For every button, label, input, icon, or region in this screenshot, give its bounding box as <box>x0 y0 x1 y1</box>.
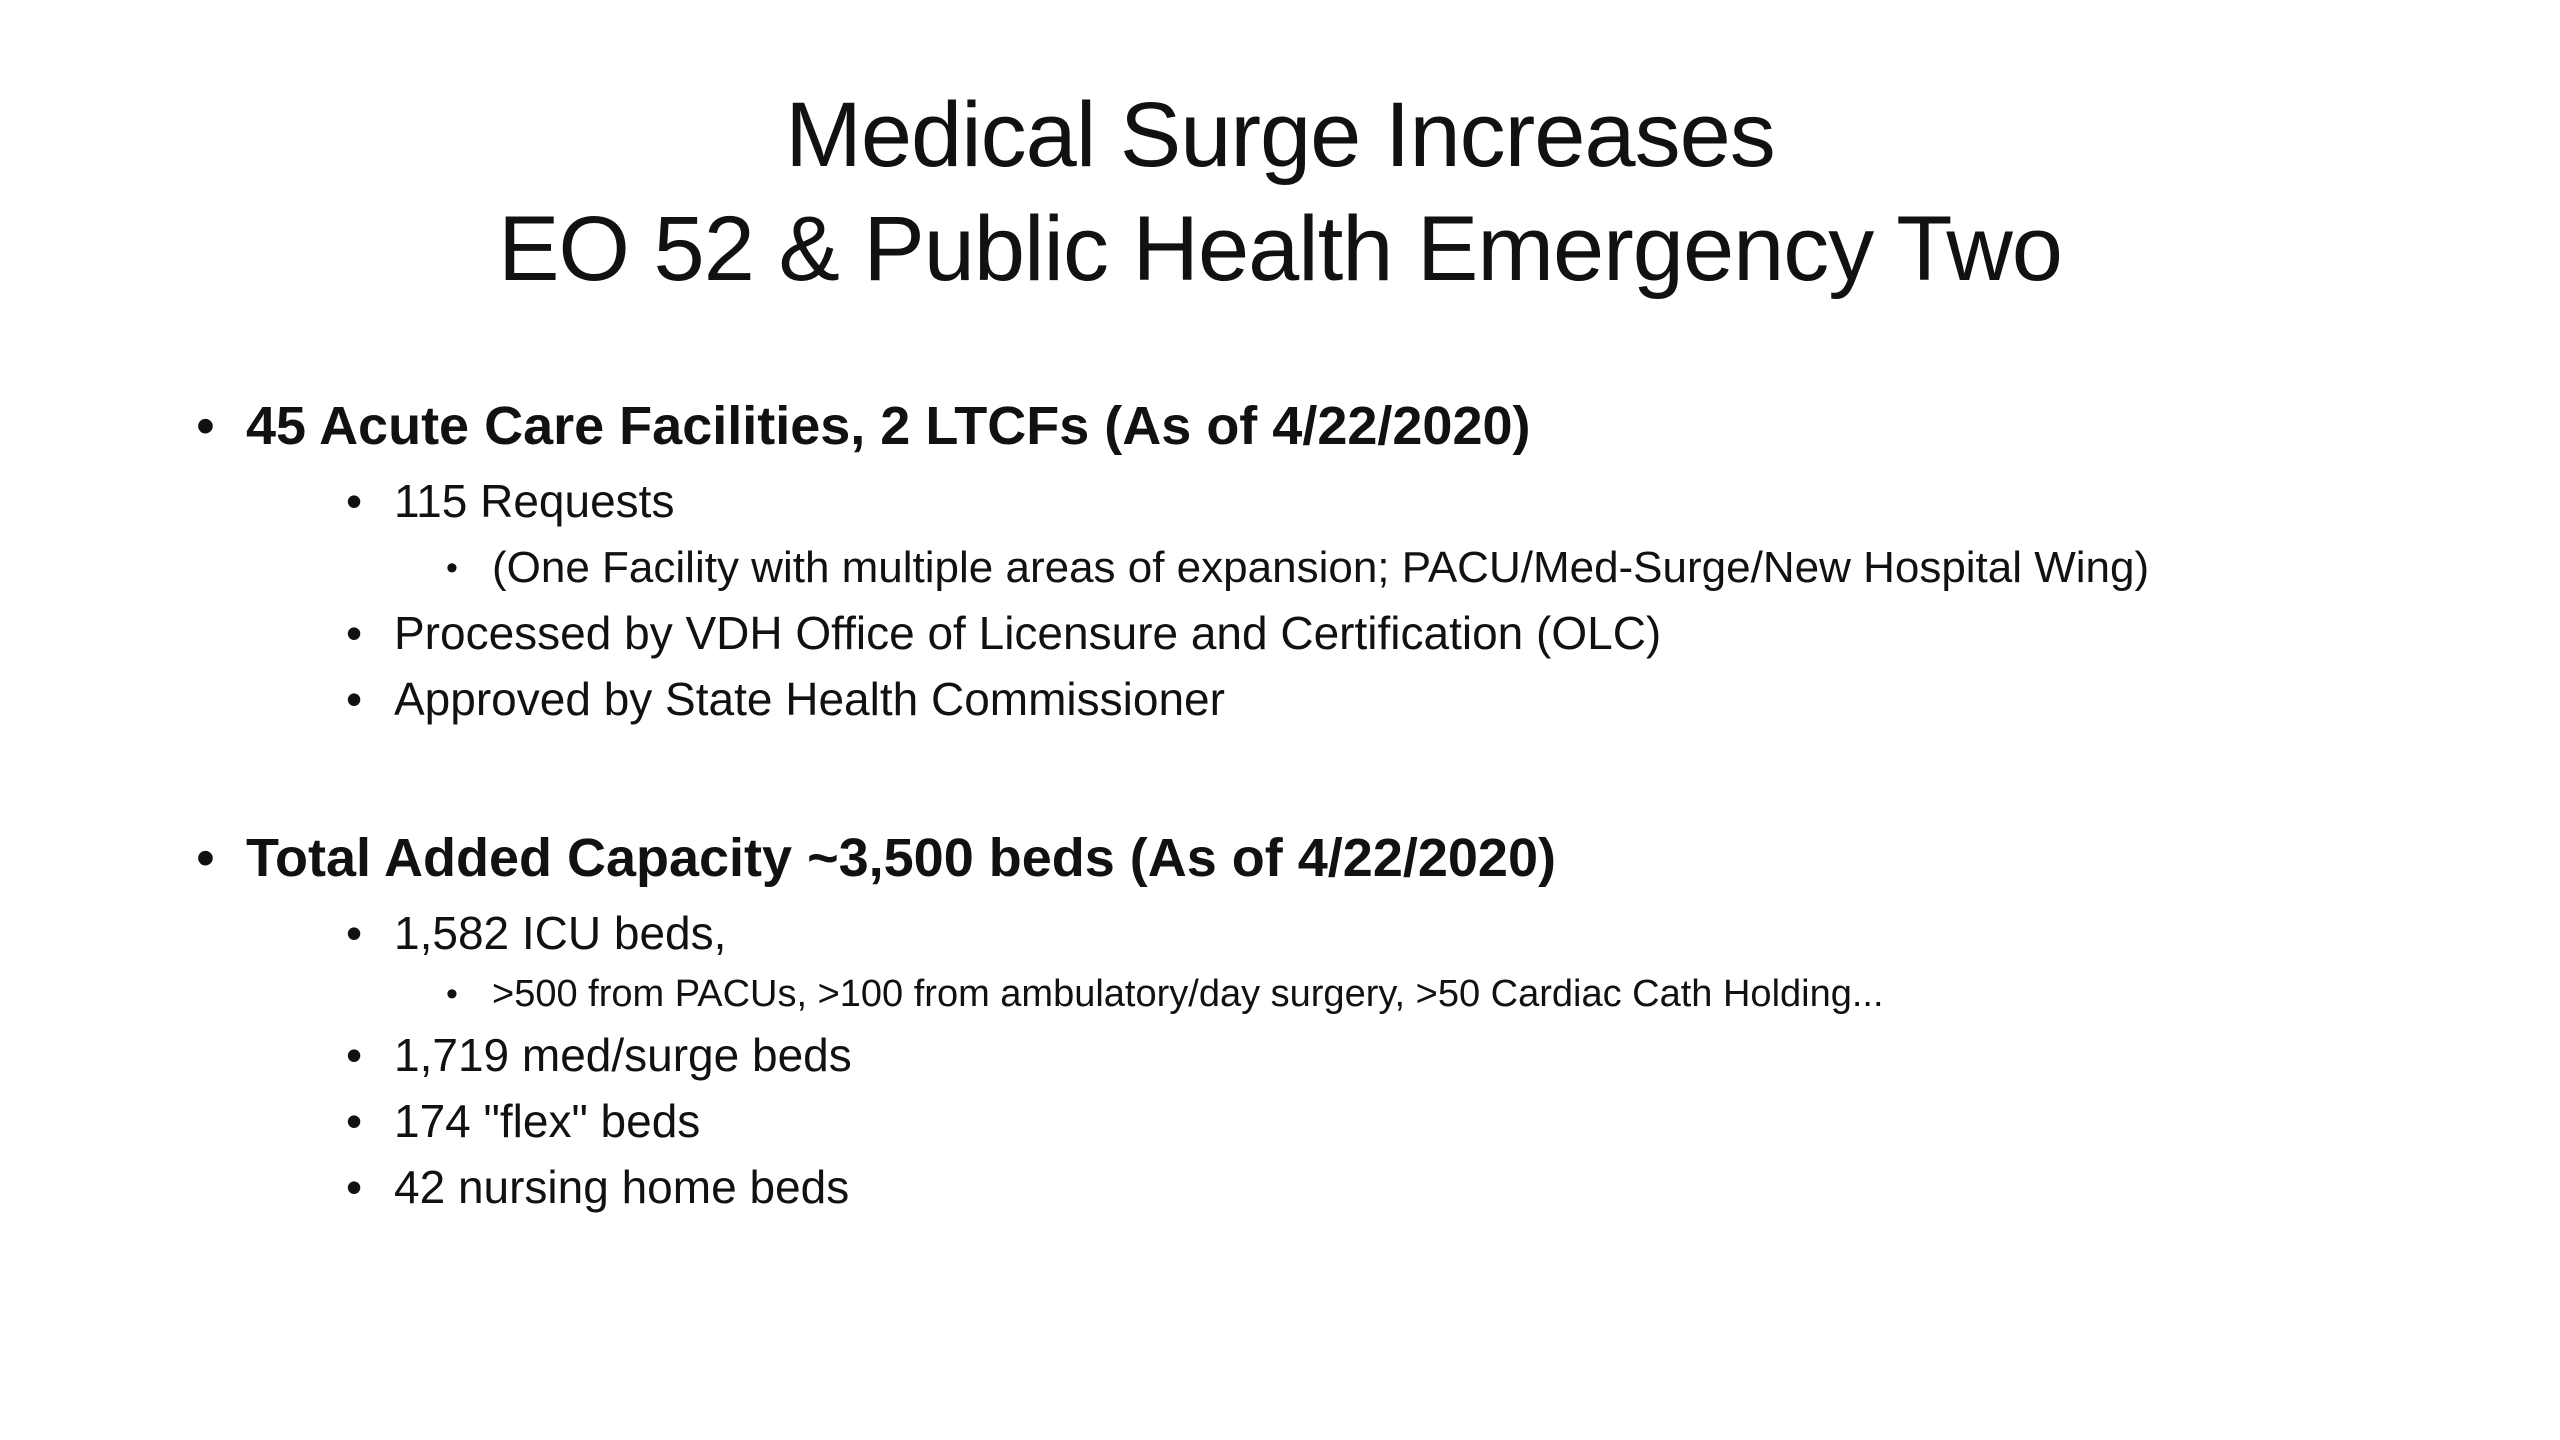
list-item <box>246 1154 2256 1220</box>
list-item <box>246 468 2256 534</box>
section-heading: 45 Acute Care Facilities, 2 LTCFs (As of 4/22/2020) <box>246 396 1531 456</box>
list-item-text: 115 Requests <box>394 475 675 527</box>
sub-list-item <box>246 542 2452 594</box>
bullet-icon: • <box>346 607 363 659</box>
bullet-list <box>196 388 2256 1220</box>
bullet-icon: • <box>346 475 363 527</box>
list-item <box>246 1088 2256 1154</box>
bullet-icon: • <box>196 828 215 888</box>
sub-list-item-text: (One Facility with multiple areas of expansion; PACU/Med-Surge/New Hospital Wing) <box>492 543 2150 592</box>
bullet-icon: • <box>346 1029 363 1081</box>
list-item <box>246 666 2256 732</box>
slide-title-line-2: EO 52 & Public Health Emergency Two <box>498 198 2062 300</box>
list-item-text: Approved by State Health Commissioner <box>394 673 1225 725</box>
slide-title-line-1: Medical Surge Increases <box>785 84 1775 186</box>
bullet-icon: • <box>196 396 215 456</box>
list-item-text: 174 "flex" beds <box>394 1095 701 1147</box>
list-item <box>246 900 2256 966</box>
list-item-text: 1,582 ICU beds, <box>394 907 727 959</box>
list-item <box>246 600 2256 666</box>
bullet-icon: • <box>346 673 363 725</box>
list-item-text: Processed by VDH Office of Licensure and Certification (OLC) <box>394 607 1662 659</box>
bullet-icon: • <box>346 1095 363 1147</box>
bullet-icon: • <box>346 907 363 959</box>
section-heading: Total Added Capacity ~3,500 beds (As of 4/22/2020) <box>246 828 1556 888</box>
bullet-icon: • <box>346 1161 363 1213</box>
sub-bullet-list <box>246 468 2256 732</box>
bullet-icon: • <box>446 975 458 1013</box>
list-item-text: 42 nursing home beds <box>394 1161 850 1213</box>
slide-title <box>0 78 2560 306</box>
bullet-icon: • <box>446 549 458 587</box>
sub-list-item <box>246 966 2452 1022</box>
list-item-text: 1,719 med/surge beds <box>394 1029 852 1081</box>
section-facilities <box>196 388 2256 732</box>
sub-list-item-text: >500 from PACUs, >100 from ambulatory/day surgery, >50 Cardiac Cath Holding... <box>492 973 1884 1015</box>
slide-body <box>196 388 2256 1220</box>
sub-bullet-list <box>246 900 2256 1220</box>
section-capacity <box>196 820 2256 1220</box>
list-item <box>246 1022 2256 1088</box>
